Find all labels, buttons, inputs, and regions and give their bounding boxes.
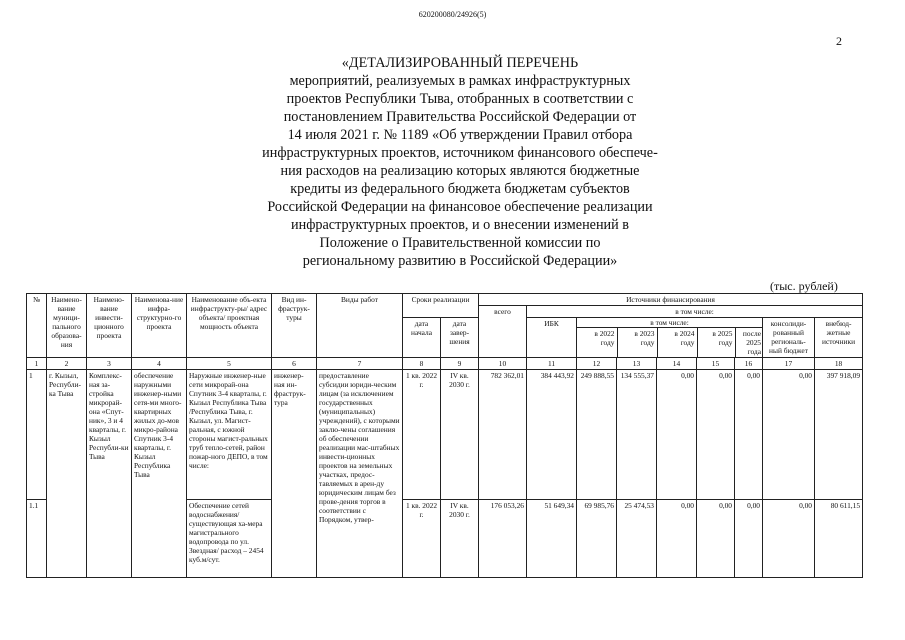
header-extrabudget: внебюд-жетные источники	[815, 318, 863, 358]
col-num: 17	[763, 358, 815, 370]
row-work-type: предоставление субсидии юриди-ческим лицам (за исключением государственных (муниципальных) учреждений), с которыми заклю-чены соглашения об обеспечении реализации мас-штабных инвести-ционных проектов на земельных участках, предос-тавляемых в арен-ду юридическим лицам без прове-дения торгов в соответствии с Порядком, утвер-	[317, 370, 403, 578]
col-num: 4	[132, 358, 187, 370]
row-2024: 0,00	[657, 500, 697, 578]
col-num: 6	[272, 358, 317, 370]
row-consolidated: 0,00	[763, 500, 815, 578]
row-no: 1	[27, 370, 47, 500]
document-title	[210, 54, 710, 270]
col-num: 1	[27, 358, 47, 370]
header-no: №	[27, 294, 47, 358]
header-total: всего	[479, 306, 527, 358]
row-infra-type: инженер-ная ин-фраструк-тура	[272, 370, 317, 578]
header-municipality: Наимено-вание муници-пального образова-ния	[47, 294, 87, 358]
header-ibk-including: в том числе:	[577, 318, 762, 328]
row-2024: 0,00	[657, 370, 697, 500]
row-end: IV кв. 2030 г.	[441, 500, 479, 578]
header-ibk: ИБК	[527, 318, 577, 358]
row-object: Обеспечение сетей водоснабжения/ существующая ха-мера магистрального водопровода по ул. Звездная/ расход – 2454 куб.м/сут.	[187, 500, 272, 578]
row-infra-project: обеспечение наружными инженер-ными сетя-ми много-квартирных жилых до-мов микро-района Спутник 3-4 кварталы, г. Кызыл Республика Тыва	[132, 370, 187, 578]
header-object-name: Наименование объ-екта инфраструкту-ры/ адрес объекта/ проектная мощность объекта	[187, 294, 272, 358]
title-line: инфраструктурных проектов, источником финансового обеспече-	[262, 145, 658, 161]
col-num: 3	[87, 358, 132, 370]
title-line: инфраструктурных проектов, и о внесении изменений в	[291, 217, 629, 233]
row-extrabudget: 397 918,09	[815, 370, 863, 500]
row-ibk: 384 443,92	[527, 370, 577, 500]
header-end: дата завер-шения	[441, 318, 479, 358]
header-infra-project: Наименова-ние инфра-структурно-го проекта	[132, 294, 187, 358]
row-consolidated: 0,00	[763, 370, 815, 500]
col-num: 14	[657, 358, 697, 370]
header-infra-type: Вид ин-фраструк-туры	[272, 294, 317, 358]
title-line: Положение о Правительственной комиссии по	[319, 235, 601, 251]
title-line: региональному развитию в Российской Федерации»	[302, 253, 618, 269]
row-object: Наружные инженер-ные сети микрорай-она Спутник 3-4 кварталы, г. Кызыл Республика Тыва /Республика Тыва, г. Кызыл, ул. Магист-ральная, с южной стороны магист-ральных труб тепло-сетей, район пожар-ного ДЕПО, в том числе:	[187, 370, 272, 500]
row-2023: 134 555,37	[617, 370, 657, 500]
row-2025: 0,00	[697, 500, 735, 578]
unit-label: (тыс. рублей)	[770, 279, 838, 293]
row-total: 782 362,01	[479, 370, 527, 500]
row-start: 1 кв. 2022 г.	[403, 500, 441, 578]
row-end: IV кв. 2030 г.	[441, 370, 479, 500]
row-after-2025: 0,00	[735, 500, 763, 578]
row-2025: 0,00	[697, 370, 735, 500]
col-num: 13	[617, 358, 657, 370]
row-2022: 249 888,55	[577, 370, 617, 500]
col-num: 2	[47, 358, 87, 370]
col-num: 5	[187, 358, 272, 370]
title-line: 14 июля 2021 г. № 1189 «Об утверждении Правил отбора	[287, 127, 633, 143]
row-total: 176 053,26	[479, 500, 527, 578]
document-id: 620200080/24926(5)	[418, 10, 487, 19]
row-ibk: 51 649,34	[527, 500, 577, 578]
table-row	[27, 370, 863, 500]
col-num: 18	[815, 358, 863, 370]
title-line: «ДЕТАЛИЗИРОВАННЫЙ ПЕРЕЧЕНЬ	[341, 55, 579, 71]
header-after-2025: после 2025 года	[742, 329, 761, 356]
col-num: 11	[527, 358, 577, 370]
page-number: 2	[836, 34, 842, 48]
row-2022: 69 985,76	[577, 500, 617, 578]
header-ibk-breakdown	[577, 318, 763, 358]
col-num: 12	[577, 358, 617, 370]
header-consolidated: консолиди-рованный региональ-ный бюджет	[763, 318, 815, 358]
col-num: 10	[479, 358, 527, 370]
row-municipality: г. Кызыл, Республи-ка Тыва	[47, 370, 87, 578]
title-line: проектов Республики Тыва, отобранных в соответствии с	[286, 91, 634, 107]
col-num: 8	[403, 358, 441, 370]
row-project: Комплекс-ная за-стройка микрорай-она «Спут-ник», 3 и 4 кварталы, г. Кызыл Республи-ки Тыва	[87, 370, 132, 578]
title-line: кредиты из федерального бюджета бюджетам субъектов	[290, 181, 630, 197]
header-project-name: Наимено-вание инвести-ционного проекта	[87, 294, 132, 358]
header-row	[27, 294, 863, 306]
header-sources: Источники финансирования	[479, 294, 863, 306]
row-after-2025: 0,00	[735, 370, 763, 500]
title-line: Российской Федерации на финансовое обеспечение реализации	[267, 199, 653, 215]
column-number-row	[27, 358, 863, 370]
financing-table	[26, 293, 863, 578]
header-2023: в 2023 году	[617, 328, 657, 357]
row-no: 1.1	[27, 500, 47, 578]
header-2022: в 2022 году	[577, 328, 617, 357]
col-num: 9	[441, 358, 479, 370]
title-line: постановлением Правительства Российской Федерации от	[283, 109, 637, 125]
title-line: мероприятий, реализуемых в рамках инфраструктурных	[289, 73, 631, 89]
row-start: 1 кв. 2022 г.	[403, 370, 441, 500]
header-terms: Сроки реализации	[403, 294, 479, 318]
row-2023: 25 474,53	[617, 500, 657, 578]
header-work-type: Виды работ	[317, 294, 403, 358]
ibk-years	[577, 328, 763, 357]
col-num: 7	[317, 358, 403, 370]
header-2024: в 2024 году	[657, 328, 697, 357]
col-num: 16	[735, 358, 763, 370]
title-line: ния расходов на реализацию которых являются бюджетные	[280, 163, 640, 179]
header-including: в том числе:	[527, 306, 863, 318]
header-2025: в 2025 году	[697, 328, 735, 357]
header-start: дата начала	[403, 318, 441, 358]
row-extrabudget: 80 611,15	[815, 500, 863, 578]
col-num: 15	[697, 358, 735, 370]
